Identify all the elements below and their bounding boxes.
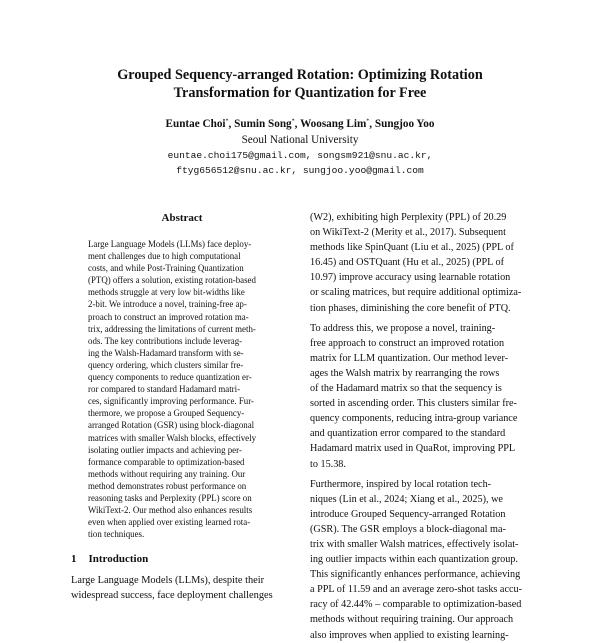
- equal-contribution-mark: *: [225, 118, 229, 125]
- body-line: ing outlier impacts within each quantization group.: [310, 554, 518, 566]
- right-column-body: [310, 210, 532, 643]
- body-line: Hadamard matrix used in QuaRot, improving PPL: [310, 443, 516, 455]
- affiliation: Seoul National University: [241, 134, 359, 146]
- author-separator: ,: [369, 118, 375, 130]
- section-title-text: Introduction: [88, 553, 149, 565]
- author-emails: [60, 149, 540, 178]
- body-line: to 15.38.: [310, 458, 346, 470]
- author-list: [60, 118, 540, 130]
- paper-title: [60, 66, 540, 102]
- title-line: Transformation for Quantization for Free: [173, 85, 427, 101]
- abstract-body: [88, 238, 288, 540]
- body-line: a PPL of 11.59 and an average zero-shot tasks accu-: [310, 584, 522, 596]
- body-line: also improves when applied to existing learning-: [310, 629, 509, 641]
- abstract-line: quency ordering, which clusters similar fre-: [88, 359, 244, 370]
- body-line: 10.97) improve accuracy using learnable rotation: [310, 272, 511, 284]
- body-line: on WikiText-2 (Merity et al., 2017). Subsequent: [310, 227, 506, 239]
- body-line: This significantly enhances performance, achieving: [310, 569, 521, 581]
- abstract-heading: Abstract: [161, 212, 203, 224]
- body-line: (GSR). The GSR employs a block-diagonal ma-: [310, 523, 506, 535]
- abstract-line: method demonstrates robust performance on: [88, 480, 247, 491]
- author-separator: ,: [294, 118, 301, 130]
- abstract-line: proach to construct an improved rotation ma-: [88, 311, 249, 322]
- abstract-line: tion techniques.: [88, 529, 145, 540]
- body-line: free approach to construct an improved rotation: [310, 337, 505, 349]
- abstract-line: ment challenges due to high computational: [88, 251, 241, 262]
- abstract-line: arranged Rotation (GSR) using block-diagonal: [88, 420, 255, 431]
- email-line: ftyg656512@snu.ac.kr, sungjoo.yoo@gmail.com: [176, 164, 424, 176]
- author-name: Sungjoo Yoo: [374, 118, 435, 130]
- abstract-line: trix, addressing the limitations of current meth-: [88, 323, 256, 334]
- abstract-line: (PTQ) offers a solution, existing rotation-based: [88, 275, 256, 286]
- abstract-line: WikiText-2. Our method also enhances results: [88, 505, 253, 516]
- body-line: quency components, reducing intra-group variance: [310, 413, 518, 425]
- abstract-line: costs, and while Post-Training Quantization: [88, 263, 244, 274]
- abstract-line: ods. The key contributions include leverag-: [88, 335, 243, 346]
- abstract-line: Large Language Models (LLMs) face deploy-: [88, 239, 252, 249]
- abstract-line: ing the Walsh-Hadamard transform with se-: [88, 347, 244, 358]
- introduction-body: [71, 574, 295, 603]
- author-name: Sumin Song: [234, 118, 292, 130]
- body-line: methods without requiring training. Our approach: [310, 614, 514, 626]
- body-line: or scaling matrices, but require additional optimiza-: [310, 287, 522, 299]
- author-name: Euntae Choi: [165, 118, 226, 130]
- equal-contribution-mark: *: [366, 118, 370, 125]
- abstract-line: thermore, we propose a Grouped Sequency-: [88, 408, 245, 419]
- abstract-line: ces, significantly improving performance. Fur-: [88, 396, 254, 407]
- abstract-line: 2-bit. We introduce a novel, training-free ap-: [88, 299, 247, 310]
- author-separator: ,: [228, 118, 235, 130]
- body-line: To address this, we propose a novel, training-: [310, 322, 496, 334]
- body-line: Furthermore, inspired by local rotation tech-: [310, 478, 492, 490]
- email-line: euntae.choi175@gmail.com, songsm921@snu.ac.kr,: [167, 150, 433, 161]
- abstract-line: ror compared to standard Hadamard matri-: [88, 384, 241, 395]
- body-line: (W2), exhibiting high Perplexity (PPL) of 20.29: [310, 212, 507, 223]
- abstract-line: formance comparable to optimization-based: [88, 456, 245, 467]
- abstract-line: methods without requiring any training. Our: [88, 468, 246, 479]
- body-line: sorted in ascending order. This clusters similar fre-: [310, 398, 517, 410]
- intro-line: widespread success, face deployment challenges: [71, 589, 273, 601]
- body-line: and quantization error compared to the standard: [310, 428, 506, 440]
- author-name: Woosang Lim: [300, 118, 367, 130]
- body-line: racy of 42.44% – comparable to optimization-based: [310, 599, 522, 611]
- section-number: 1: [71, 553, 77, 565]
- body-line: introduce Grouped Sequency-arranged Rotation: [310, 508, 506, 520]
- abstract-line: even when applied over existing learned rota-: [88, 517, 251, 528]
- abstract-line: quency components to reduce quantization er-: [88, 372, 252, 383]
- section-heading-introduction: [71, 553, 148, 565]
- abstract-line: isolating outlier impacts and achieving per-: [88, 444, 242, 455]
- body-line: methods like SpinQuant (Liu et al., 2025) (PPL of: [310, 242, 514, 254]
- abstract-line: matrices with smaller Walsh blocks, effectively: [88, 432, 257, 443]
- title-line: Grouped Sequency-arranged Rotation: Optimizing Rotation: [117, 67, 483, 83]
- body-line: of the Hadamard matrix so that the sequency is: [310, 383, 502, 395]
- body-line: ages the Walsh matrix by rearranging the rows: [310, 367, 500, 379]
- intro-line: Large Language Models (LLMs), despite their: [71, 575, 265, 586]
- abstract-line: reasoning tasks and Perplexity (PPL) score on: [88, 492, 252, 503]
- body-line: tion phases, diminishing the core benefit of PTQ.: [310, 302, 511, 314]
- body-line: matrix for LLM quantization. Our method lever-: [310, 352, 509, 364]
- abstract-line: methods struggle at very low bit-widths like: [88, 287, 245, 298]
- body-line: 16.45) and OSTQuant (Hu et al., 2025) (PPL of: [310, 257, 505, 269]
- body-line: trix with smaller Walsh matrices, effectively isolat-: [310, 538, 519, 550]
- equal-contribution-mark: *: [291, 118, 295, 125]
- body-line: niques (Lin et al., 2024; Xiang et al., 2025), we: [310, 493, 503, 505]
